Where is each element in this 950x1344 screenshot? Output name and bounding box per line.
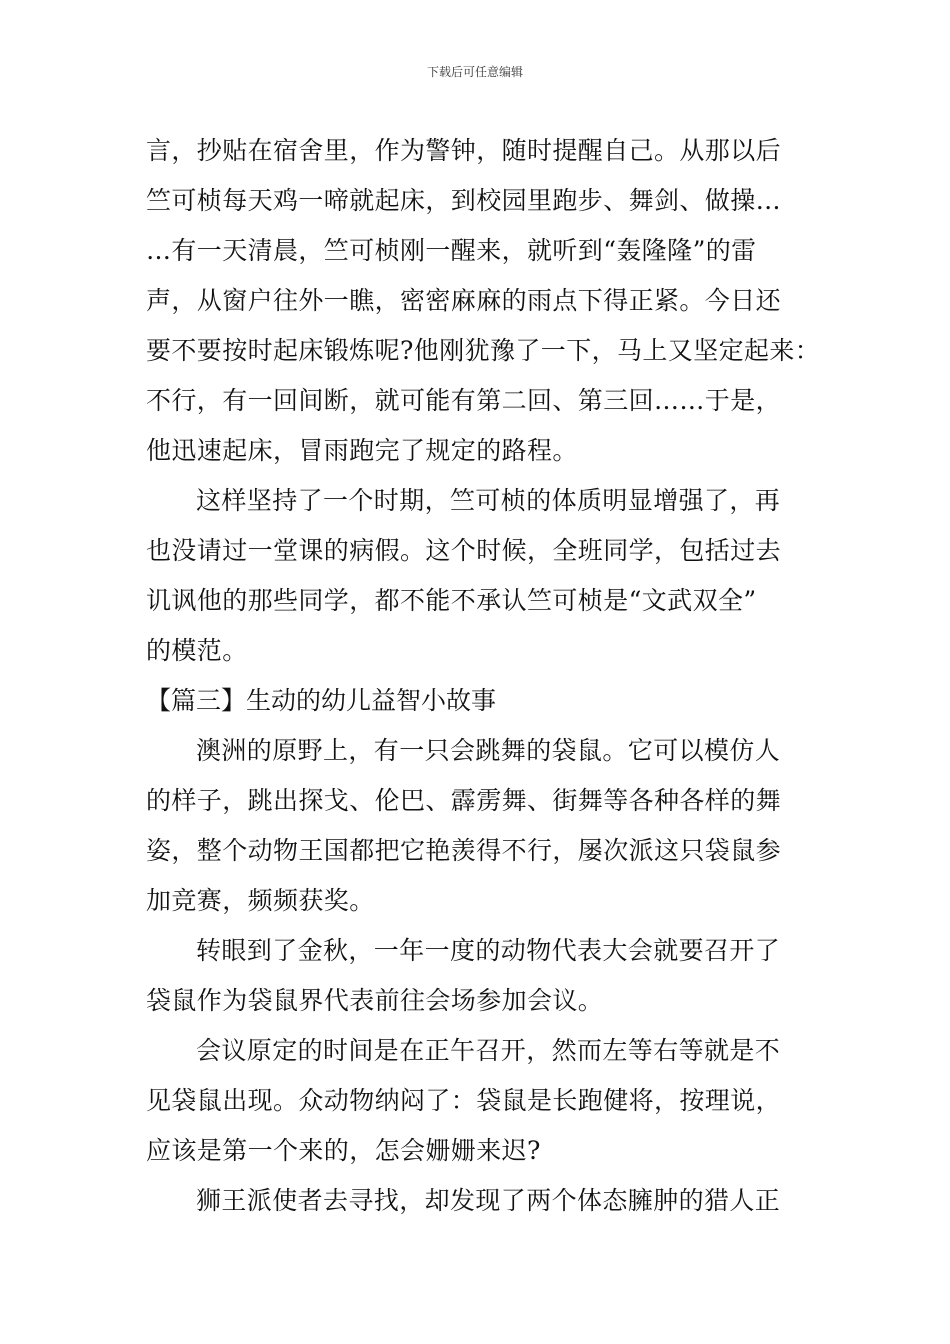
text-line: 声，从窗户往外一瞧，密密麻麻的雨点下得正紧。今日还 xyxy=(146,286,782,315)
text-line: …有一天清晨，竺可桢刚一醒来，就听到“轰隆隆”的雷 xyxy=(146,236,757,265)
text-line: 的样子，跳出探戈、伦巴、霹雳舞、街舞等各种各样的舞 xyxy=(146,786,782,815)
text-line: 他迅速起床，冒雨跑完了规定的路程。 xyxy=(146,436,578,465)
text-line: 袋鼠作为袋鼠界代表前往会场参加会议。 xyxy=(146,986,604,1015)
text-line: 应该是第一个来的，怎会姗姗来迟? xyxy=(146,1136,541,1165)
paragraph-first-line: 澳洲的原野上，有一只会跳舞的袋鼠。它可以模仿人 xyxy=(196,736,781,765)
text-line: 竺可桢每天鸡一啼就起床，到校园里跑步、舞剑、做操… xyxy=(146,186,782,215)
paragraph-first-line: 狮王派使者去寻找，却发现了两个体态臃肿的猎人正 xyxy=(196,1186,781,1215)
document-body xyxy=(146,126,826,1226)
text-line: 要不要按时起床锻炼呢?他刚犹豫了一下，马上又坚定起来： xyxy=(146,336,821,365)
text-line: 讥讽他的那些同学，都不能不承认竺可桢是“文武双全” xyxy=(146,586,757,615)
text-line: 也没请过一堂课的病假。这个时候，全班同学，包括过去 xyxy=(146,536,782,565)
paragraph-first-line: 转眼到了金秋，一年一度的动物代表大会就要召开了 xyxy=(196,936,781,965)
text-line: 不行，有一回间断，就可能有第二回、第三回……于是， xyxy=(146,386,782,415)
text-line: 姿，整个动物王国都把它艳羡得不行，屡次派这只袋鼠参 xyxy=(146,836,782,865)
text-line: 加竞赛，频频获奖。 xyxy=(146,886,375,915)
paragraph-first-line: 这样坚持了一个时期，竺可桢的体质明显增强了，再 xyxy=(196,486,781,515)
text-line: 见袋鼠出现。众动物纳闷了：袋鼠是长跑健将，按理说， xyxy=(146,1086,782,1115)
text-line: 的模范。 xyxy=(146,636,248,665)
paragraph-first-line: 会议原定的时间是在正午召开，然而左等右等就是不 xyxy=(196,1036,781,1065)
text-line: 言，抄贴在宿舍里，作为警钟，随时提醒自己。从那以后 xyxy=(146,136,782,165)
page-header: 下载后可任意编辑 xyxy=(426,65,523,79)
section-heading: 【篇三】生动的幼儿益智小故事 xyxy=(146,686,497,715)
